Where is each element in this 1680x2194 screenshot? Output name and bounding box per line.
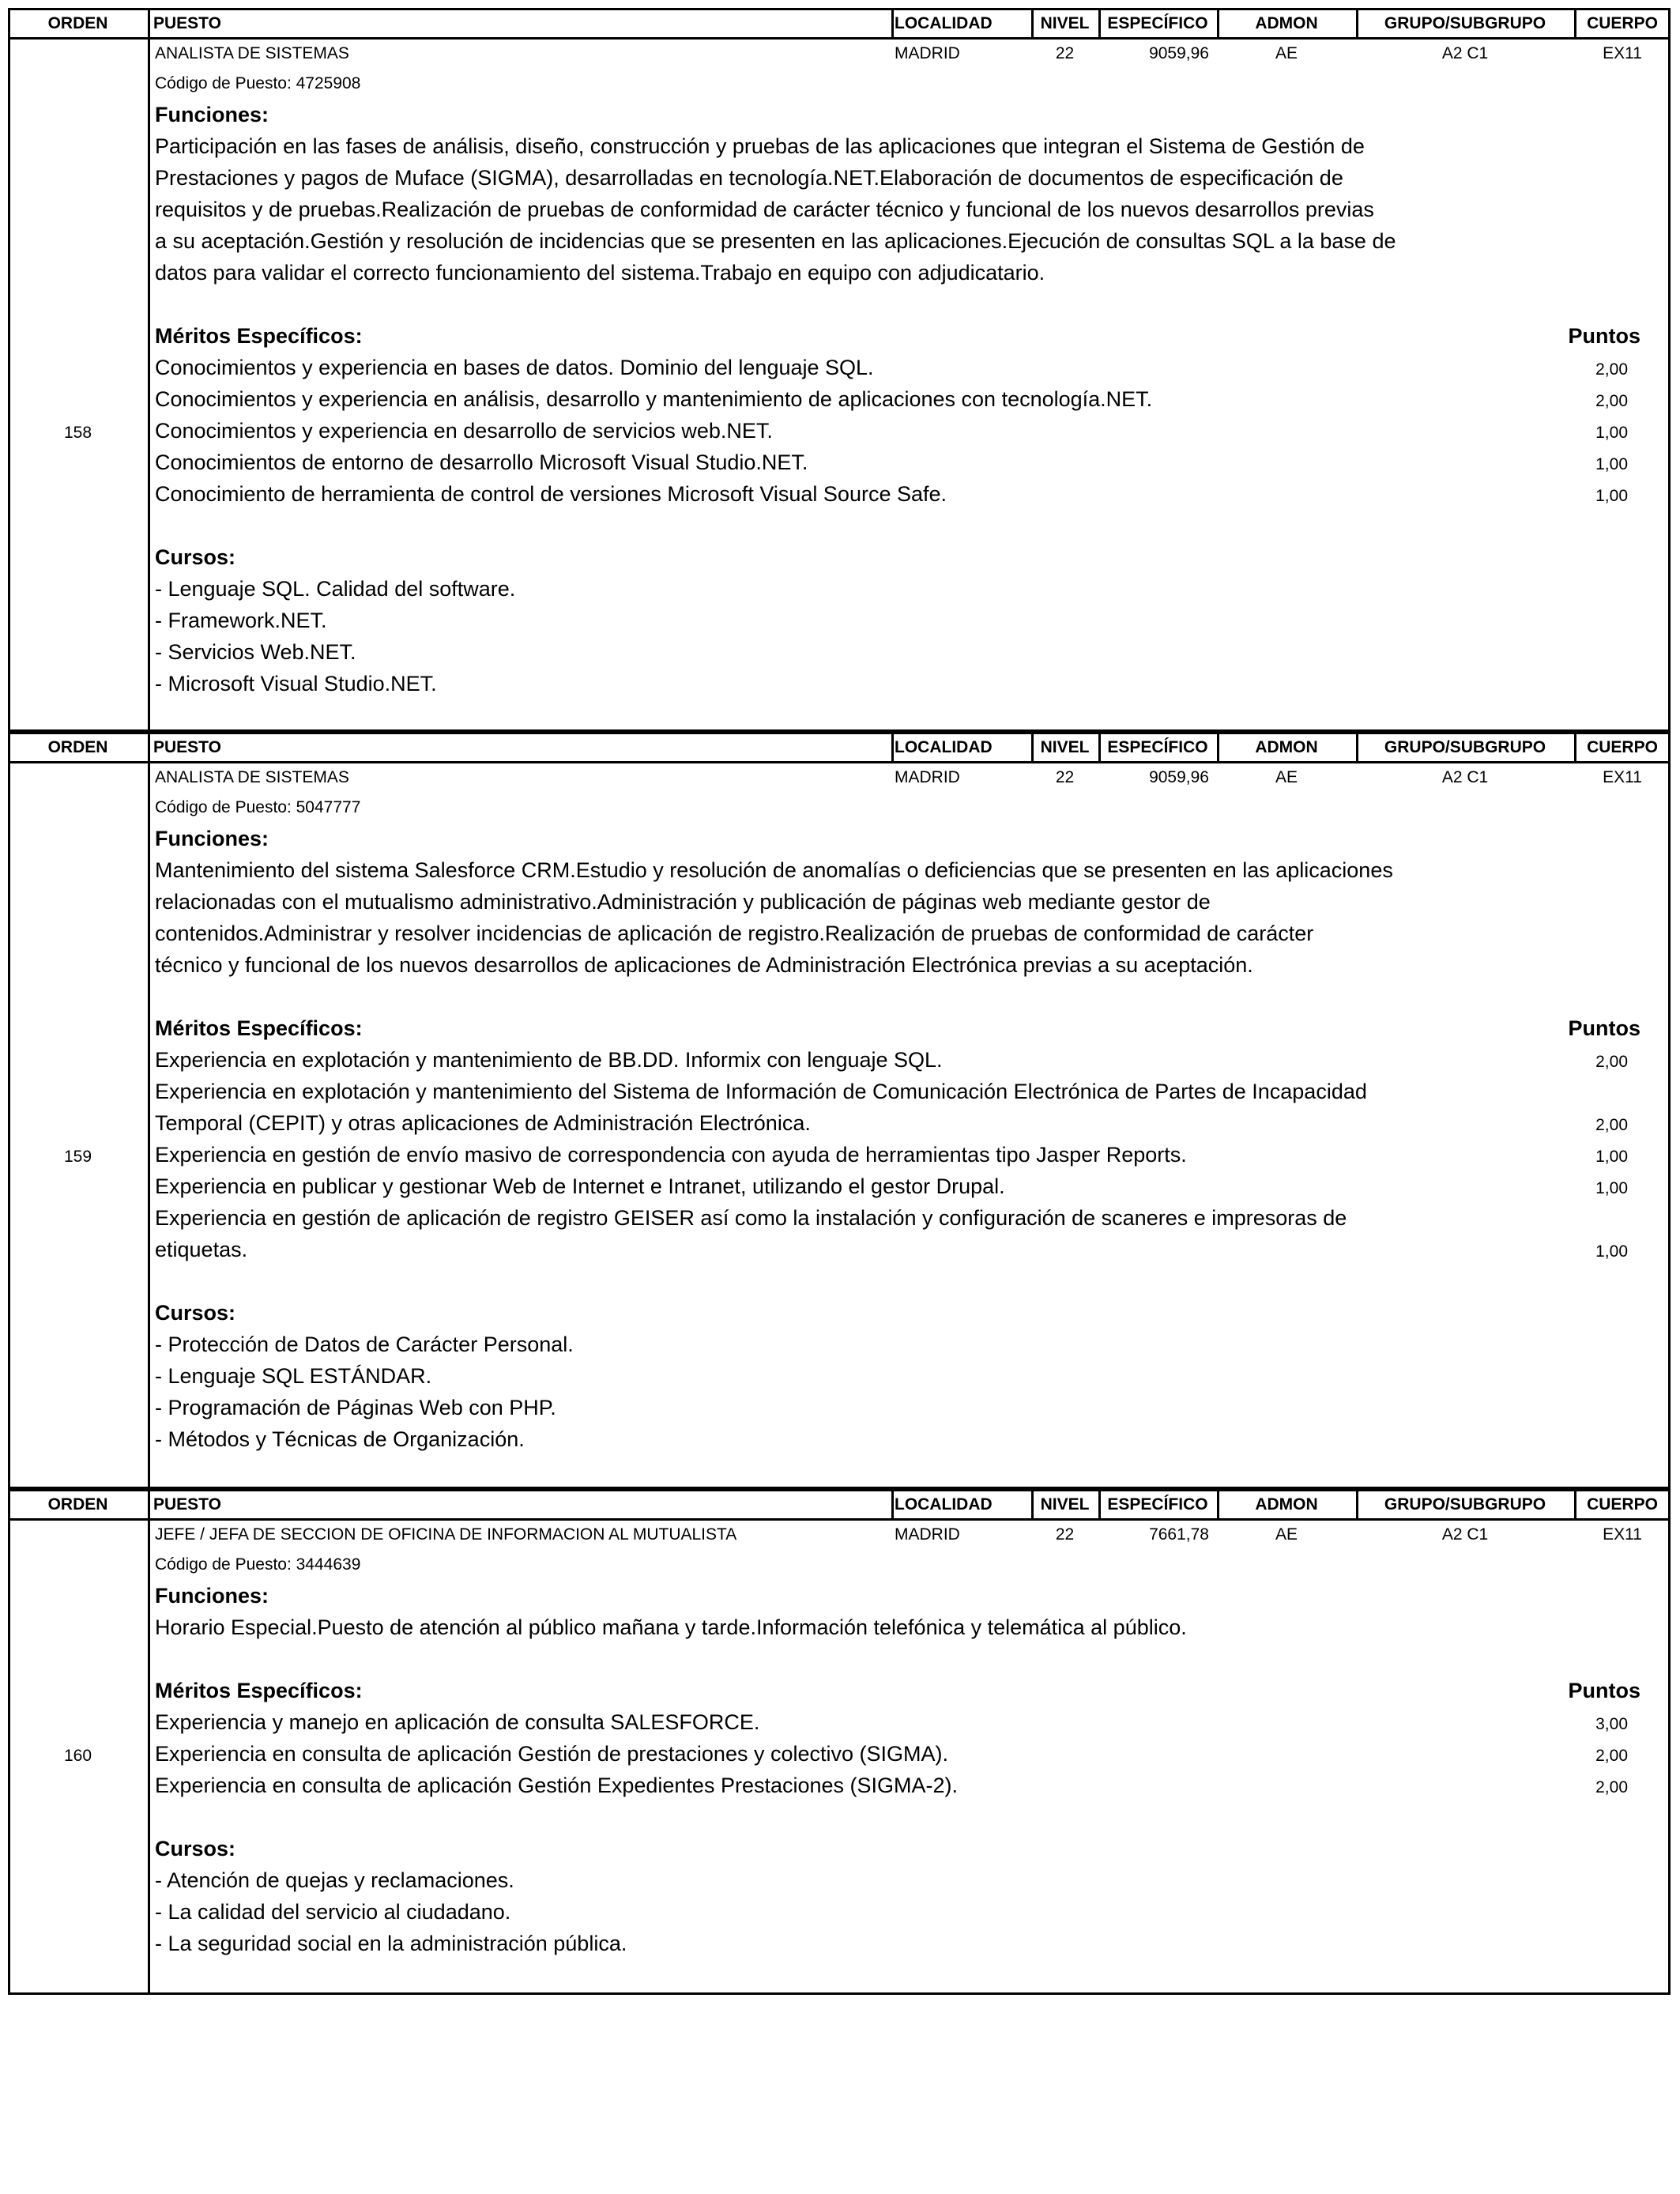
curso-line: - La seguridad social en la administración pública. bbox=[155, 1932, 627, 1955]
cursos-title: Cursos: bbox=[155, 545, 236, 569]
column-divider bbox=[1356, 734, 1358, 763]
column-divider bbox=[891, 734, 894, 763]
left-border bbox=[8, 40, 10, 732]
merito-line: Experiencia en consulta de aplicación Gestión de prestaciones y colectivo (SIGMA). bbox=[155, 1742, 949, 1766]
position-body bbox=[8, 1521, 1671, 1995]
column-divider bbox=[1668, 734, 1671, 763]
curso-line: - La calidad del servicio al ciudadano. bbox=[155, 1900, 511, 1924]
header-grupo: GRUPO/SUBGRUPO bbox=[1384, 1495, 1546, 1514]
column-divider bbox=[1356, 1491, 1358, 1521]
curso-line: - Lenguaje SQL. Calidad del software. bbox=[155, 577, 516, 601]
table-header-row bbox=[8, 1489, 1671, 1521]
column-divider bbox=[1668, 1491, 1671, 1521]
curso-line: - Programación de Páginas Web con PHP. bbox=[155, 1396, 556, 1419]
admon-value: AE bbox=[1275, 1525, 1298, 1544]
especifico-value: 7661,78 bbox=[1149, 1525, 1209, 1544]
position-block bbox=[8, 1489, 1671, 1995]
header-nivel: NIVEL bbox=[1040, 738, 1090, 756]
left-border bbox=[8, 763, 10, 1489]
column-divider bbox=[1217, 1491, 1219, 1521]
header-especifico: ESPECÍFICO bbox=[1107, 14, 1208, 32]
column-divider bbox=[1574, 1491, 1576, 1521]
merito-line: Experiencia en gestión de envío masivo de correspondencia con ayuda de herramientas tipo Jasper Reports. bbox=[155, 1143, 1187, 1167]
column-divider bbox=[1217, 734, 1219, 763]
column-divider bbox=[891, 1491, 894, 1521]
cursos-title: Cursos: bbox=[155, 1837, 236, 1860]
position-details bbox=[155, 1521, 1656, 1995]
orden-value: 158 bbox=[63, 424, 92, 442]
curso-line: - Lenguaje SQL ESTÁNDAR. bbox=[155, 1364, 432, 1388]
position-block bbox=[8, 732, 1671, 1489]
header-cuerpo: CUERPO bbox=[1587, 1495, 1658, 1514]
column-divider bbox=[148, 1491, 150, 1521]
cuerpo-value: EX11 bbox=[1603, 44, 1642, 62]
right-border bbox=[1668, 763, 1671, 1489]
merito-points: 2,00 bbox=[1595, 392, 1628, 410]
merito-points: 2,00 bbox=[1595, 1747, 1628, 1765]
merito-line: Conocimientos y experiencia en bases de datos. Dominio del lenguaje SQL. bbox=[155, 356, 874, 379]
especifico-value: 9059,96 bbox=[1149, 44, 1209, 62]
position-block bbox=[8, 8, 1671, 732]
position-code: Código de Puesto: 3444639 bbox=[155, 1555, 361, 1574]
position-body bbox=[8, 763, 1671, 1489]
header-puesto: PUESTO bbox=[153, 738, 221, 756]
merito-line: Experiencia en explotación y mantenimiento del Sistema de Información de Comunicación Electrónica de Partes de Incapacidad bbox=[155, 1080, 1367, 1103]
merito-line: Experiencia en gestión de aplicación de registro GEISER así como la instalación y configuración de scaneres e impresoras de bbox=[155, 1206, 1347, 1230]
localidad-value: MADRID bbox=[895, 44, 960, 62]
column-divider bbox=[1217, 10, 1219, 40]
admon-value: AE bbox=[1275, 44, 1298, 62]
cuerpo-value: EX11 bbox=[1603, 768, 1642, 786]
funciones-line: técnico y funcional de los nuevos desarrollos de aplicaciones de Administración Electrónica previas a su aceptación. bbox=[155, 953, 1253, 977]
merito-points: 2,00 bbox=[1595, 360, 1628, 379]
orden-divider bbox=[148, 1521, 150, 1995]
merito-points: 2,00 bbox=[1595, 1053, 1628, 1071]
position-body bbox=[8, 40, 1671, 732]
funciones-line: Prestaciones y pagos de Muface (SIGMA), desarrolladas en tecnología.NET.Elaboración de documentos de especificación de bbox=[155, 166, 1343, 190]
table-header-row bbox=[8, 8, 1671, 40]
merito-points: 1,00 bbox=[1595, 1179, 1628, 1197]
column-divider bbox=[1031, 1491, 1034, 1521]
cuerpo-value: EX11 bbox=[1603, 1525, 1642, 1544]
merito-points: 2,00 bbox=[1595, 1116, 1628, 1134]
funciones-line: requisitos y de pruebas.Realización de pruebas de conformidad de carácter técnico y funcional de los nuevos desarrollos previas bbox=[155, 198, 1374, 221]
curso-line: - Framework.NET. bbox=[155, 609, 327, 632]
column-divider bbox=[1356, 10, 1358, 40]
header-orden: ORDEN bbox=[47, 1495, 108, 1514]
especifico-value: 9059,96 bbox=[1149, 768, 1209, 786]
orden-divider bbox=[148, 40, 150, 732]
puesto-value: JEFE / JEFA DE SECCION DE OFICINA DE INFORMACION AL MUTUALISTA bbox=[155, 1525, 737, 1544]
merito-points: 2,00 bbox=[1595, 1778, 1628, 1796]
orden-value: 160 bbox=[63, 1747, 92, 1765]
merito-points: 1,00 bbox=[1595, 455, 1628, 473]
grupo-value: A2 C1 bbox=[1441, 44, 1489, 62]
header-admon: ADMON bbox=[1255, 738, 1318, 756]
orden-value: 159 bbox=[63, 1148, 92, 1166]
curso-line: - Microsoft Visual Studio.NET. bbox=[155, 672, 437, 696]
funciones-title: Funciones: bbox=[155, 103, 269, 126]
merito-line: Conocimiento de herramienta de control de versiones Microsoft Visual Source Safe. bbox=[155, 482, 947, 506]
header-puesto: PUESTO bbox=[153, 1495, 221, 1514]
curso-line: - Protección de Datos de Carácter Personal. bbox=[155, 1333, 574, 1356]
merito-points: 1,00 bbox=[1595, 1148, 1628, 1166]
merito-line: Conocimientos y experiencia en análisis, desarrollo y mantenimiento de aplicaciones con tecnología.NET. bbox=[155, 387, 1153, 411]
localidad-value: MADRID bbox=[895, 1525, 960, 1544]
position-code: Código de Puesto: 4725908 bbox=[155, 74, 361, 92]
admon-value: AE bbox=[1275, 768, 1298, 786]
funciones-title: Funciones: bbox=[155, 827, 269, 850]
column-divider bbox=[1574, 10, 1576, 40]
position-code: Código de Puesto: 5047777 bbox=[155, 798, 361, 816]
column-divider bbox=[1098, 734, 1101, 763]
merito-line: Experiencia y manejo en aplicación de consulta SALESFORCE. bbox=[155, 1710, 760, 1734]
column-divider bbox=[8, 734, 10, 763]
column-divider bbox=[1098, 1491, 1101, 1521]
header-orden: ORDEN bbox=[47, 738, 108, 756]
puesto-value: ANALISTA DE SISTEMAS bbox=[155, 768, 349, 786]
merito-points: 1,00 bbox=[1595, 1242, 1628, 1261]
meritos-title: Méritos Específicos: bbox=[155, 1679, 363, 1702]
column-divider bbox=[1668, 10, 1671, 40]
header-nivel: NIVEL bbox=[1040, 14, 1090, 32]
merito-points: 1,00 bbox=[1595, 487, 1628, 505]
header-nivel: NIVEL bbox=[1040, 1495, 1090, 1514]
merito-line: Conocimientos de entorno de desarrollo Microsoft Visual Studio.NET. bbox=[155, 450, 808, 474]
meritos-title: Méritos Específicos: bbox=[155, 324, 363, 348]
curso-line: - Atención de quejas y reclamaciones. bbox=[155, 1868, 514, 1892]
puesto-value: ANALISTA DE SISTEMAS bbox=[155, 44, 349, 62]
column-divider bbox=[148, 10, 150, 40]
column-divider bbox=[1031, 734, 1034, 763]
position-details bbox=[155, 763, 1656, 1489]
header-cuerpo: CUERPO bbox=[1587, 14, 1658, 32]
column-divider bbox=[148, 734, 150, 763]
header-grupo: GRUPO/SUBGRUPO bbox=[1384, 14, 1546, 32]
header-localidad: LOCALIDAD bbox=[895, 738, 993, 756]
merito-points: 1,00 bbox=[1595, 424, 1628, 442]
column-divider bbox=[1098, 10, 1101, 40]
header-especifico: ESPECÍFICO bbox=[1107, 738, 1208, 756]
funciones-line: Horario Especial.Puesto de atención al público mañana y tarde.Información telefónica y telemática al público. bbox=[155, 1615, 1187, 1639]
funciones-line: contenidos.Administrar y resolver incidencias de aplicación de registro.Realización de pruebas de conformidad de carácter bbox=[155, 922, 1314, 945]
header-cuerpo: CUERPO bbox=[1587, 738, 1658, 756]
right-border bbox=[1668, 1521, 1671, 1995]
puntos-title: Puntos bbox=[1568, 1679, 1640, 1702]
merito-line: Experiencia en consulta de aplicación Gestión Expedientes Prestaciones (SIGMA-2). bbox=[155, 1774, 959, 1797]
right-border bbox=[1668, 40, 1671, 732]
header-localidad: LOCALIDAD bbox=[895, 14, 993, 32]
merito-points: 3,00 bbox=[1595, 1715, 1628, 1733]
cursos-title: Cursos: bbox=[155, 1301, 236, 1325]
header-admon: ADMON bbox=[1255, 14, 1318, 32]
column-divider bbox=[891, 10, 894, 40]
puntos-title: Puntos bbox=[1568, 324, 1640, 348]
funciones-line: a su aceptación.Gestión y resolución de incidencias que se presenten en las aplicaciones.Ejecución de consultas SQL a la base de bbox=[155, 229, 1396, 253]
column-divider bbox=[1574, 734, 1576, 763]
table-header-row bbox=[8, 732, 1671, 763]
header-especifico: ESPECÍFICO bbox=[1107, 1495, 1208, 1514]
localidad-value: MADRID bbox=[895, 768, 960, 786]
merito-line: etiquetas. bbox=[155, 1238, 248, 1261]
header-grupo: GRUPO/SUBGRUPO bbox=[1384, 738, 1546, 756]
orden-divider bbox=[148, 763, 150, 1489]
nivel-value: 22 bbox=[1055, 1525, 1075, 1544]
merito-line: Experiencia en explotación y mantenimiento de BB.DD. Informix con lenguaje SQL. bbox=[155, 1048, 943, 1072]
grupo-value: A2 C1 bbox=[1441, 1525, 1489, 1544]
column-divider bbox=[8, 1491, 10, 1521]
grupo-value: A2 C1 bbox=[1441, 768, 1489, 786]
merito-line: Temporal (CEPIT) y otras aplicaciones de Administración Electrónica. bbox=[155, 1111, 811, 1135]
nivel-value: 22 bbox=[1055, 44, 1075, 62]
curso-line: - Métodos y Técnicas de Organización. bbox=[155, 1427, 525, 1451]
puntos-title: Puntos bbox=[1568, 1016, 1640, 1040]
merito-line: Conocimientos y experiencia en desarrollo de servicios web.NET. bbox=[155, 419, 773, 443]
merito-line: Experiencia en publicar y gestionar Web de Internet e Intranet, utilizando el gestor Drupal. bbox=[155, 1174, 1005, 1198]
meritos-title: Méritos Específicos: bbox=[155, 1016, 363, 1040]
column-divider bbox=[1031, 10, 1034, 40]
position-details bbox=[155, 40, 1656, 732]
funciones-title: Funciones: bbox=[155, 1584, 269, 1608]
nivel-value: 22 bbox=[1055, 768, 1075, 786]
funciones-line: Mantenimiento del sistema Salesforce CRM.Estudio y resolución de anomalías o deficiencias que se presenten en las aplicaciones bbox=[155, 858, 1393, 882]
funciones-line: relacionadas con el mutualismo administrativo.Administración y publicación de páginas web mediante gestor de bbox=[155, 890, 1211, 914]
funciones-line: Participación en las fases de análisis, diseño, construcción y pruebas de las aplicaciones que integran el Sistema de Gestión de bbox=[155, 134, 1365, 158]
header-orden: ORDEN bbox=[47, 14, 108, 32]
header-localidad: LOCALIDAD bbox=[895, 1495, 993, 1514]
funciones-line: datos para validar el correcto funcionamiento del sistema.Trabajo en equipo con adjudicatario. bbox=[155, 261, 1045, 285]
column-divider bbox=[8, 10, 10, 40]
curso-line: - Servicios Web.NET. bbox=[155, 640, 356, 664]
header-puesto: PUESTO bbox=[153, 14, 221, 32]
header-admon: ADMON bbox=[1255, 1495, 1318, 1514]
